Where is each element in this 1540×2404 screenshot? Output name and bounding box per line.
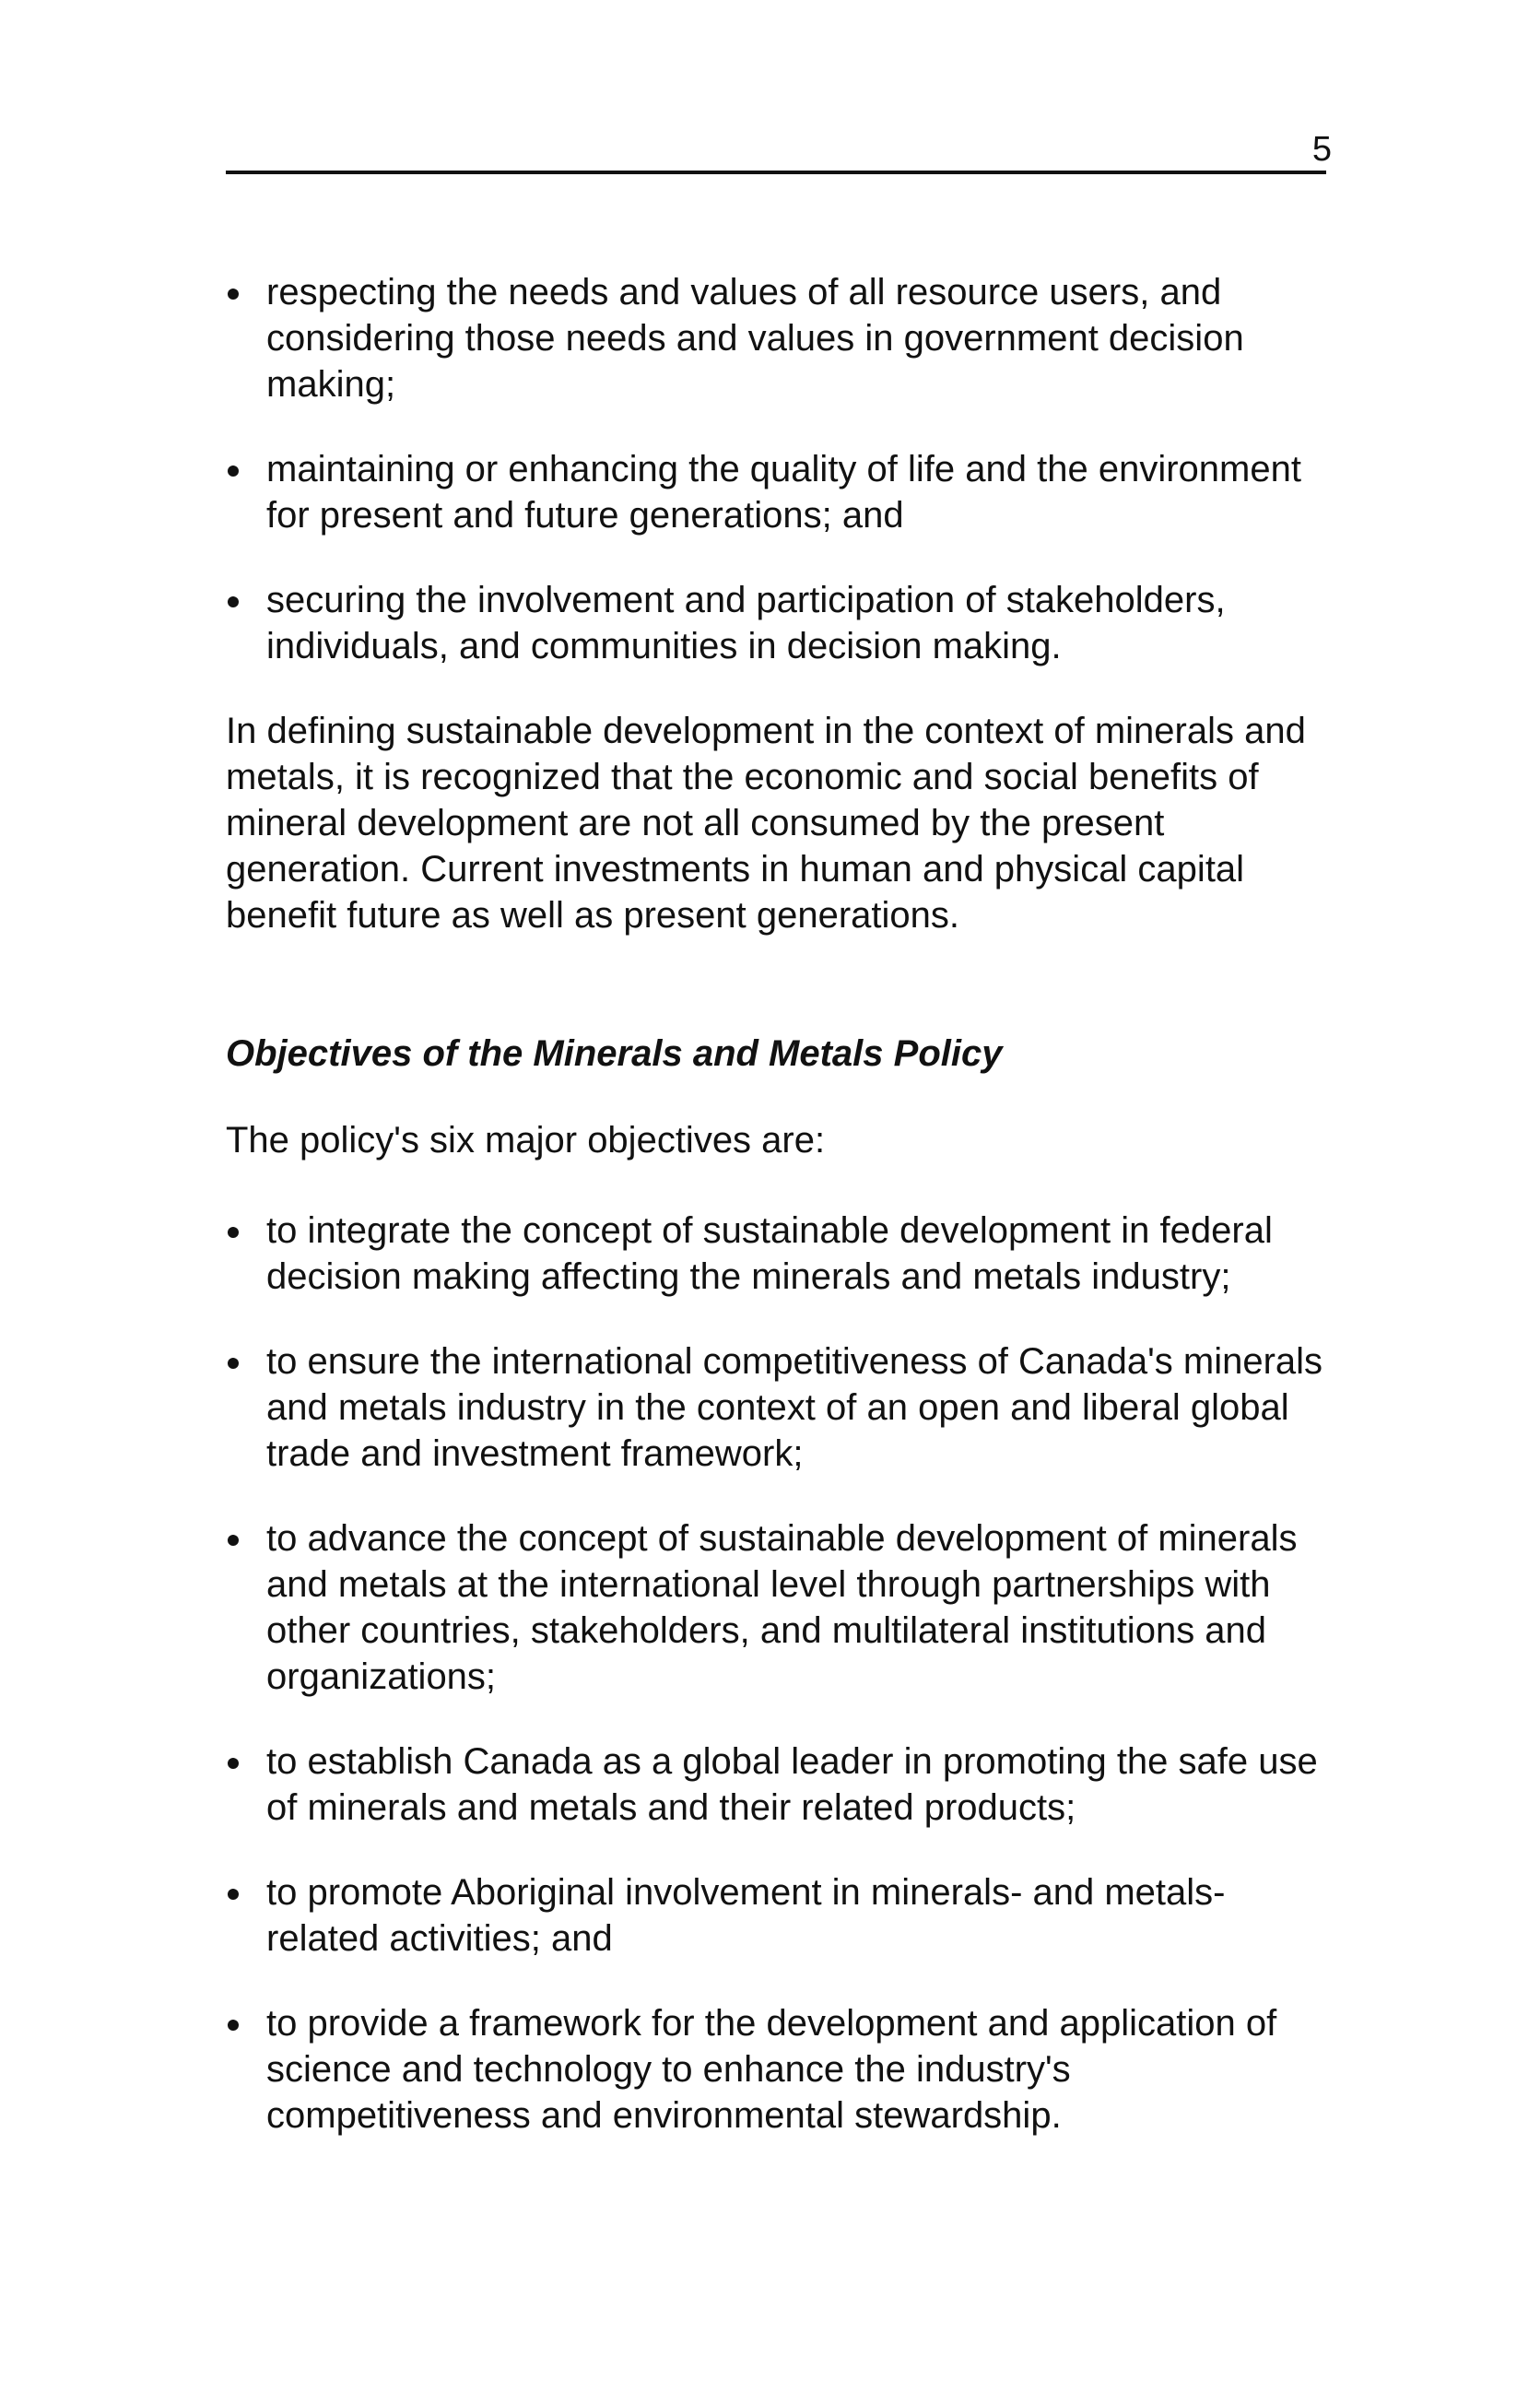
list-item-text: to advance the concept of sustainable development of minerals and metals at the international level through partnerships with other countries, stakeholders, and multilateral institutions and organizations; [266,1518,1298,1697]
list-item [226,1515,1332,1700]
page-number: 5 [1311,130,1332,169]
list-item-text: to provide a framework for the development and application of science and technology to enhance the industry's competitiveness and environmental stewardship. [266,2003,1277,2136]
bullet-icon [228,1227,239,1238]
bullet-icon [228,289,239,300]
bullet-icon [228,465,239,477]
bullet-icon [228,2020,239,2031]
list-item [226,577,1332,669]
bullet-icon [228,1535,239,1546]
header-rule [226,171,1326,174]
list-item-text: maintaining or enhancing the quality of life and the environment for present and future generations; and [266,449,1301,536]
list-item-text: securing the involvement and participation of stakeholders, individuals, and communities in decision making. [266,580,1226,666]
objectives-intro: The policy's six major objectives are: [226,1120,826,1161]
body-paragraph: In defining sustainable development in the context of minerals and metals, it is recognized that the economic and social benefits of mineral development are not all consumed by the present generation. Current investments in human and physical capital benefit future as well as present generations. [226,711,1306,936]
list-item-text: to integrate the concept of sustainable development in federal decision making affecting the minerals and metals industry; [266,1210,1273,1297]
bullet-icon [228,1889,239,1900]
list-item-text: to ensure the international competitiveness of Canada's minerals and metals industry in the context of an open and liberal global trade and investment framework; [266,1341,1323,1474]
list-item [226,1738,1332,1831]
bullet-icon [228,1758,239,1769]
bullet-icon [228,596,239,607]
list-item-text: to establish Canada as a global leader in promoting the safe use of minerals and metals and their related products; [266,1741,1318,1828]
list-item-text: respecting the needs and values of all resource users, and considering those needs and values in government decision making; [266,272,1244,405]
section-heading: Objectives of the Minerals and Metals Policy [226,1033,1003,1074]
bullet-list-objectives [226,1208,1332,2139]
list-item-text: to promote Aboriginal involvement in minerals- and metals-related activities; and [266,1872,1226,1959]
list-item [226,446,1332,538]
list-item [226,1338,1332,1477]
bullet-list-principles [226,269,1332,669]
bullet-icon [228,1358,239,1369]
list-item [226,1208,1332,1300]
list-item [226,269,1332,407]
list-item [226,2000,1332,2139]
page-content [226,269,1332,2177]
list-item [226,1869,1332,1962]
